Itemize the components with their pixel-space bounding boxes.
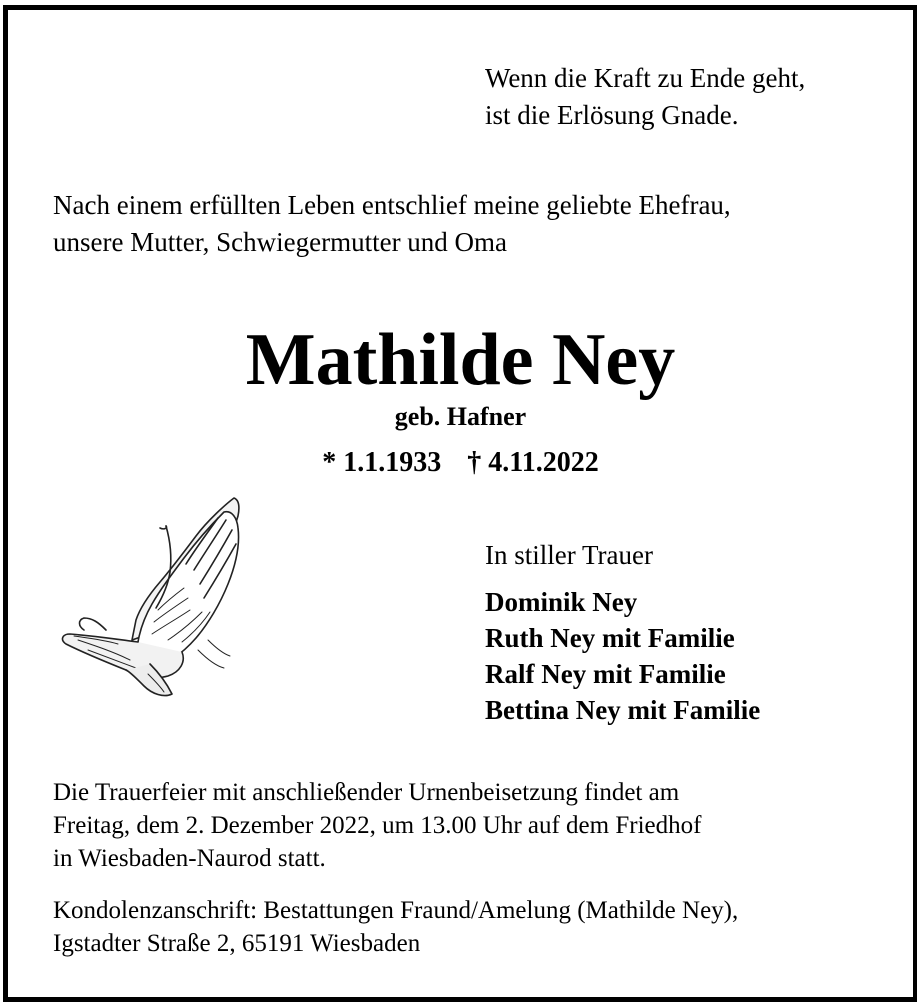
mourning-label: In stiller Trauer <box>485 540 653 570</box>
mourner-name: Dominik Ney <box>485 587 638 617</box>
condolence-line: Igstadter Straße 2, 65191 Wiesbaden <box>53 930 421 957</box>
mourner-name: Ruth Ney mit Familie <box>485 623 735 653</box>
deceased-name: Mathilde Ney <box>245 319 676 401</box>
ceremony-info <box>53 776 701 875</box>
birth-date: * 1.1.1933 <box>322 447 442 478</box>
maiden-name: geb. Hafner <box>394 402 527 431</box>
ceremony-line: Die Trauerfeier mit anschließender Urnenbeisetzung findet am <box>53 779 680 806</box>
life-dates <box>8 444 913 482</box>
death-date: † 4.11.2022 <box>467 447 599 478</box>
intro-text <box>53 187 731 261</box>
mourners-list <box>485 584 760 728</box>
mourner-name: Ralf Ney mit Familie <box>485 659 726 689</box>
condolence-line: Kondolenzanschrift: Bestattungen Fraund/Amelung (Mathilde Ney), <box>53 897 739 924</box>
mourner-name: Bettina Ney mit Familie <box>485 695 761 725</box>
motto-quote <box>485 60 805 134</box>
motto-line: Wenn die Kraft zu Ende geht, <box>485 63 806 93</box>
ceremony-line: Freitag, dem 2. Dezember 2022, um 13.00 Uhr auf dem Friedhof <box>53 812 702 839</box>
intro-line: Nach einem erfüllten Leben entschlief meine geliebte Ehefrau, <box>53 190 731 220</box>
motto-line: ist die Erlösung Gnade. <box>485 100 739 130</box>
intro-line: unsere Mutter, Schwiegermutter und Oma <box>53 227 508 257</box>
condolence-address <box>53 894 738 960</box>
praying-hands-icon <box>48 490 248 705</box>
ceremony-line: in Wiesbaden-Naurod statt. <box>53 845 326 872</box>
obituary-notice <box>3 5 917 1002</box>
